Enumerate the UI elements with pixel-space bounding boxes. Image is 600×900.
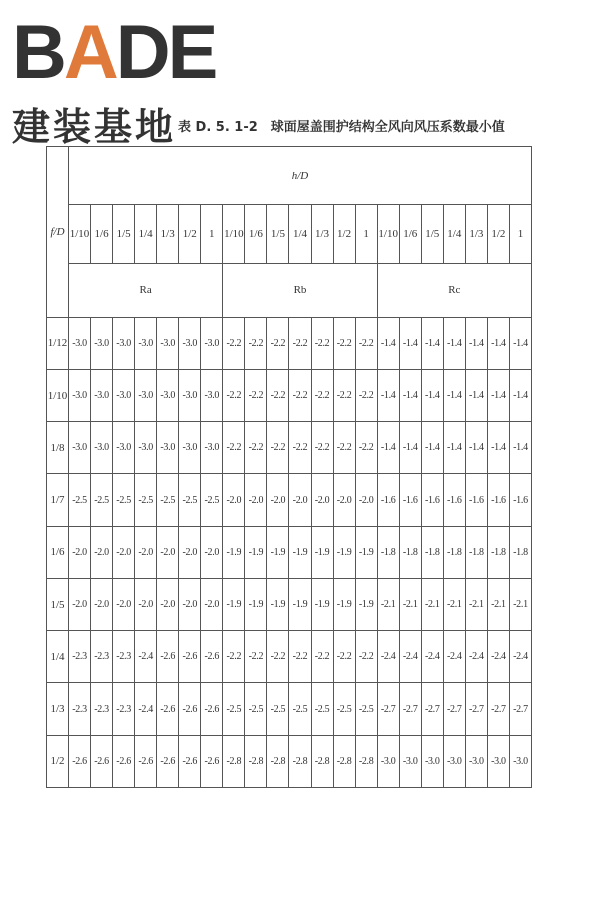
coefficient-cell: -2.2: [245, 631, 267, 683]
table-row: [47, 370, 532, 422]
coefficient-cell: -2.5: [289, 683, 311, 735]
coefficient-cell: -1.4: [443, 370, 465, 422]
coefficient-cell: -1.4: [509, 317, 531, 369]
coefficient-cell: -2.3: [69, 631, 91, 683]
hd-header: h/D: [69, 147, 532, 205]
coefficient-cell: -2.2: [245, 422, 267, 474]
coefficient-cell: -2.1: [465, 578, 487, 630]
fd-header: f/D: [47, 147, 69, 318]
coefficient-cell: -2.7: [443, 683, 465, 735]
coefficient-cell: -2.0: [201, 578, 223, 630]
coefficient-cell: -2.2: [223, 631, 245, 683]
coefficient-cell: -1.4: [465, 422, 487, 474]
coefficient-cell: -2.0: [69, 578, 91, 630]
coefficient-cell: -1.9: [223, 578, 245, 630]
coefficient-cell: -2.7: [399, 683, 421, 735]
coefficient-cell: -2.0: [135, 526, 157, 578]
region-header-rb: Rb: [223, 263, 377, 317]
fd-value-cell: 1/10: [47, 370, 69, 422]
coefficient-cell: -2.5: [113, 474, 135, 526]
coefficient-cell: -1.4: [399, 370, 421, 422]
coefficient-cell: -1.4: [443, 317, 465, 369]
coefficient-cell: -1.9: [245, 578, 267, 630]
coefficient-cell: -2.4: [421, 631, 443, 683]
hd-value-cell: 1/5: [267, 205, 289, 263]
coefficient-cell: -1.9: [267, 578, 289, 630]
coefficient-cell: -1.9: [355, 578, 377, 630]
coefficient-cell: -1.6: [487, 474, 509, 526]
coefficient-cell: -2.1: [377, 578, 399, 630]
coefficient-cell: -1.6: [421, 474, 443, 526]
coefficient-cell: -3.0: [487, 735, 509, 787]
hd-value-cell: 1/10: [69, 205, 91, 263]
coefficient-cell: -2.6: [179, 735, 201, 787]
coefficient-cell: -3.0: [135, 370, 157, 422]
coefficient-cell: -3.0: [157, 370, 179, 422]
coefficient-cell: -1.6: [465, 474, 487, 526]
coefficient-cell: -1.9: [355, 526, 377, 578]
coefficient-cell: -1.4: [399, 422, 421, 474]
coefficient-cell: -3.0: [113, 370, 135, 422]
hd-value-cell: 1/4: [289, 205, 311, 263]
table-row: [47, 735, 532, 787]
coefficient-cell: -2.0: [91, 526, 113, 578]
coefficient-cell: -1.8: [443, 526, 465, 578]
coefficient-cell: -3.0: [179, 317, 201, 369]
coefficient-cell: -3.0: [421, 735, 443, 787]
coefficient-cell: -2.2: [333, 422, 355, 474]
coefficient-cell: -3.0: [201, 317, 223, 369]
coefficient-cell: -3.0: [399, 735, 421, 787]
coefficient-cell: -1.9: [245, 526, 267, 578]
coefficient-cell: -3.0: [201, 422, 223, 474]
hd-value-cell: 1: [355, 205, 377, 263]
coefficient-cell: -1.4: [465, 370, 487, 422]
coefficient-cell: -2.5: [355, 683, 377, 735]
coefficient-cell: -3.0: [377, 735, 399, 787]
coefficient-cell: -2.5: [179, 474, 201, 526]
coefficient-cell: -1.4: [487, 370, 509, 422]
coefficient-cell: -1.6: [399, 474, 421, 526]
coefficient-cell: -3.0: [91, 317, 113, 369]
coefficient-cell: -2.6: [179, 683, 201, 735]
coefficient-cell: -2.3: [91, 631, 113, 683]
coefficient-cell: -1.6: [443, 474, 465, 526]
coefficient-cell: -2.6: [157, 735, 179, 787]
coefficient-cell: -2.5: [201, 474, 223, 526]
coefficient-cell: -2.6: [91, 735, 113, 787]
coefficient-cell: -2.2: [223, 317, 245, 369]
hd-value-cell: 1/2: [333, 205, 355, 263]
coefficient-cell: -2.6: [201, 683, 223, 735]
coefficient-cell: -3.0: [69, 317, 91, 369]
coefficient-cell: -3.0: [443, 735, 465, 787]
coefficient-cell: -2.8: [333, 735, 355, 787]
hd-value-cell: 1/3: [157, 205, 179, 263]
hd-value-cell: 1/4: [135, 205, 157, 263]
coefficient-cell: -2.6: [69, 735, 91, 787]
coefficient-cell: -2.2: [311, 317, 333, 369]
coefficient-cell: -2.0: [113, 578, 135, 630]
coefficient-cell: -3.0: [201, 370, 223, 422]
coefficient-cell: -2.2: [289, 317, 311, 369]
coefficient-cell: -2.5: [311, 683, 333, 735]
coefficient-cell: -2.2: [223, 370, 245, 422]
coefficient-cell: -1.9: [311, 578, 333, 630]
coefficient-cell: -1.8: [377, 526, 399, 578]
coefficient-cell: -3.0: [157, 317, 179, 369]
coefficient-cell: -1.9: [333, 578, 355, 630]
coefficient-cell: -2.2: [245, 370, 267, 422]
region-header-ra: Ra: [69, 263, 223, 317]
coefficient-cell: -2.2: [223, 422, 245, 474]
coefficient-cell: -1.4: [377, 317, 399, 369]
coefficient-cell: -2.2: [311, 631, 333, 683]
coefficient-cell: -1.4: [377, 370, 399, 422]
coefficient-cell: -2.0: [245, 474, 267, 526]
coefficient-cell: -2.6: [157, 683, 179, 735]
coefficient-cell: -3.0: [179, 422, 201, 474]
coefficient-cell: -2.0: [355, 474, 377, 526]
fd-value-cell: 1/4: [47, 631, 69, 683]
coefficient-cell: -1.4: [443, 422, 465, 474]
coefficient-cell: -1.4: [487, 317, 509, 369]
table-row: [47, 474, 532, 526]
coefficient-cell: -2.0: [157, 526, 179, 578]
coefficient-cell: -2.5: [267, 683, 289, 735]
fd-value-cell: 1/6: [47, 526, 69, 578]
coefficient-cell: -2.2: [355, 631, 377, 683]
hd-value-cell: 1/6: [399, 205, 421, 263]
coefficient-cell: -2.5: [333, 683, 355, 735]
hd-value-cell: 1/10: [377, 205, 399, 263]
coefficient-cell: -2.3: [91, 683, 113, 735]
coefficient-cell: -2.7: [487, 683, 509, 735]
hd-value-cell: 1/10: [223, 205, 245, 263]
coefficient-cell: -1.4: [399, 317, 421, 369]
coefficient-cell: -2.2: [267, 631, 289, 683]
coefficient-cell: -1.9: [223, 526, 245, 578]
coefficient-cell: -2.8: [355, 735, 377, 787]
table-row: [47, 631, 532, 683]
coefficient-cell: -2.0: [289, 474, 311, 526]
coefficient-cell: -3.0: [113, 422, 135, 474]
fd-value-cell: 1/8: [47, 422, 69, 474]
coefficient-cell: -3.0: [69, 370, 91, 422]
coefficient-cell: -2.5: [245, 683, 267, 735]
coefficient-cell: -1.9: [267, 526, 289, 578]
wind-pressure-table: [46, 146, 532, 788]
coefficient-cell: -2.2: [355, 317, 377, 369]
coefficient-cell: -2.0: [179, 578, 201, 630]
hd-value-cell: 1/3: [465, 205, 487, 263]
coefficient-cell: -2.3: [113, 683, 135, 735]
table-row: [47, 422, 532, 474]
coefficient-cell: -2.6: [201, 735, 223, 787]
coefficient-cell: -1.6: [509, 474, 531, 526]
coefficient-cell: -2.0: [311, 474, 333, 526]
coefficient-cell: -2.7: [421, 683, 443, 735]
hd-value-cell: 1/2: [179, 205, 201, 263]
coefficient-cell: -1.4: [421, 317, 443, 369]
table-row: [47, 578, 532, 630]
coefficient-cell: -2.0: [179, 526, 201, 578]
logo-wordmark: BADE: [12, 10, 216, 95]
coefficient-cell: -2.1: [399, 578, 421, 630]
hd-value-cell: 1/6: [245, 205, 267, 263]
coefficient-cell: -2.2: [355, 370, 377, 422]
coefficient-cell: -3.0: [113, 317, 135, 369]
coefficient-cell: -2.2: [245, 317, 267, 369]
fd-value-cell: 1/3: [47, 683, 69, 735]
coefficient-cell: -1.9: [289, 526, 311, 578]
coefficient-cell: -2.2: [355, 422, 377, 474]
fd-value-cell: 1/12: [47, 317, 69, 369]
logo-subtitle: 建装基地: [12, 105, 177, 149]
coefficient-cell: -2.2: [267, 370, 289, 422]
coefficient-cell: -2.5: [69, 474, 91, 526]
hd-value-cell: 1/5: [421, 205, 443, 263]
coefficient-cell: -2.5: [91, 474, 113, 526]
coefficient-cell: -3.0: [179, 370, 201, 422]
coefficient-cell: -3.0: [135, 422, 157, 474]
coefficient-cell: -2.2: [311, 370, 333, 422]
coefficient-cell: -3.0: [69, 422, 91, 474]
coefficient-cell: -2.3: [113, 631, 135, 683]
coefficient-cell: -2.2: [311, 422, 333, 474]
table-row: [47, 683, 532, 735]
hd-value-cell: 1: [509, 205, 531, 263]
coefficient-cell: -2.5: [135, 474, 157, 526]
hd-value-cell: 1/6: [91, 205, 113, 263]
coefficient-cell: -2.3: [69, 683, 91, 735]
coefficient-cell: -1.8: [399, 526, 421, 578]
coefficient-cell: -2.5: [223, 683, 245, 735]
coefficient-cell: -2.6: [135, 735, 157, 787]
coefficient-cell: -2.0: [91, 578, 113, 630]
coefficient-cell: -2.7: [377, 683, 399, 735]
coefficient-cell: -2.1: [487, 578, 509, 630]
coefficient-cell: -1.4: [509, 422, 531, 474]
coefficient-cell: -2.0: [223, 474, 245, 526]
coefficient-cell: -2.0: [267, 474, 289, 526]
coefficient-cell: -1.8: [465, 526, 487, 578]
coefficient-cell: -1.9: [289, 578, 311, 630]
table-row: [47, 526, 532, 578]
coefficient-cell: -2.1: [509, 578, 531, 630]
coefficient-cell: -2.6: [201, 631, 223, 683]
coefficient-cell: -2.4: [465, 631, 487, 683]
hd-value-cell: 1/5: [113, 205, 135, 263]
coefficient-cell: -2.4: [443, 631, 465, 683]
hd-value-cell: 1: [201, 205, 223, 263]
coefficient-cell: -2.4: [509, 631, 531, 683]
coefficient-cell: -2.7: [465, 683, 487, 735]
brand-logo: [12, 8, 216, 150]
coefficient-cell: -1.8: [509, 526, 531, 578]
coefficient-cell: -2.0: [157, 578, 179, 630]
coefficient-cell: -2.6: [113, 735, 135, 787]
coefficient-cell: -2.2: [289, 422, 311, 474]
fd-value-cell: 1/7: [47, 474, 69, 526]
hd-value-cell: 1/4: [443, 205, 465, 263]
region-header-rc: Rc: [377, 263, 531, 317]
coefficient-cell: -3.0: [509, 735, 531, 787]
coefficient-cell: -2.4: [135, 631, 157, 683]
coefficient-cell: -2.4: [399, 631, 421, 683]
coefficient-cell: -3.0: [91, 422, 113, 474]
coefficient-cell: -1.4: [377, 422, 399, 474]
coefficient-cell: -1.6: [377, 474, 399, 526]
coefficient-cell: -1.8: [487, 526, 509, 578]
coefficient-cell: -2.1: [421, 578, 443, 630]
coefficient-cell: -3.0: [465, 735, 487, 787]
coefficient-cell: -1.9: [333, 526, 355, 578]
hd-value-cell: 1/2: [487, 205, 509, 263]
coefficient-cell: -2.2: [289, 370, 311, 422]
table-row: [47, 317, 532, 369]
fd-value-cell: 1/5: [47, 578, 69, 630]
coefficient-cell: -1.4: [465, 317, 487, 369]
coefficient-cell: -2.6: [157, 631, 179, 683]
coefficient-cell: -3.0: [91, 370, 113, 422]
coefficient-cell: -2.0: [113, 526, 135, 578]
coefficient-cell: -2.0: [333, 474, 355, 526]
coefficient-cell: -1.4: [509, 370, 531, 422]
coefficient-cell: -2.0: [135, 578, 157, 630]
coefficient-cell: -2.8: [311, 735, 333, 787]
coefficient-cell: -2.5: [157, 474, 179, 526]
coefficient-cell: -2.2: [267, 317, 289, 369]
coefficient-cell: -2.2: [333, 317, 355, 369]
coefficient-cell: -2.1: [443, 578, 465, 630]
coefficient-cell: -2.8: [267, 735, 289, 787]
coefficient-cell: -2.4: [135, 683, 157, 735]
coefficient-cell: -2.0: [201, 526, 223, 578]
coefficient-cell: -2.2: [267, 422, 289, 474]
coefficient-cell: -2.2: [333, 631, 355, 683]
coefficient-cell: -2.6: [179, 631, 201, 683]
coefficient-cell: -2.2: [289, 631, 311, 683]
coefficient-cell: -2.8: [245, 735, 267, 787]
coefficient-cell: -2.2: [333, 370, 355, 422]
coefficient-cell: -2.4: [487, 631, 509, 683]
hd-value-cell: 1/3: [311, 205, 333, 263]
fd-value-cell: 1/2: [47, 735, 69, 787]
coefficient-cell: -1.4: [421, 370, 443, 422]
coefficient-cell: -3.0: [135, 317, 157, 369]
coefficient-cell: -1.4: [487, 422, 509, 474]
coefficient-cell: -2.0: [69, 526, 91, 578]
coefficient-cell: -2.8: [223, 735, 245, 787]
coefficient-cell: -2.7: [509, 683, 531, 735]
coefficient-cell: -1.4: [421, 422, 443, 474]
coefficient-cell: -3.0: [157, 422, 179, 474]
coefficient-cell: -1.8: [421, 526, 443, 578]
coefficient-cell: -2.4: [377, 631, 399, 683]
coefficient-cell: -2.8: [289, 735, 311, 787]
coefficient-cell: -1.9: [311, 526, 333, 578]
table-caption: 表 D. 5. 1-2 球面屋盖围护结构全风向风压系数最小值: [178, 120, 505, 135]
